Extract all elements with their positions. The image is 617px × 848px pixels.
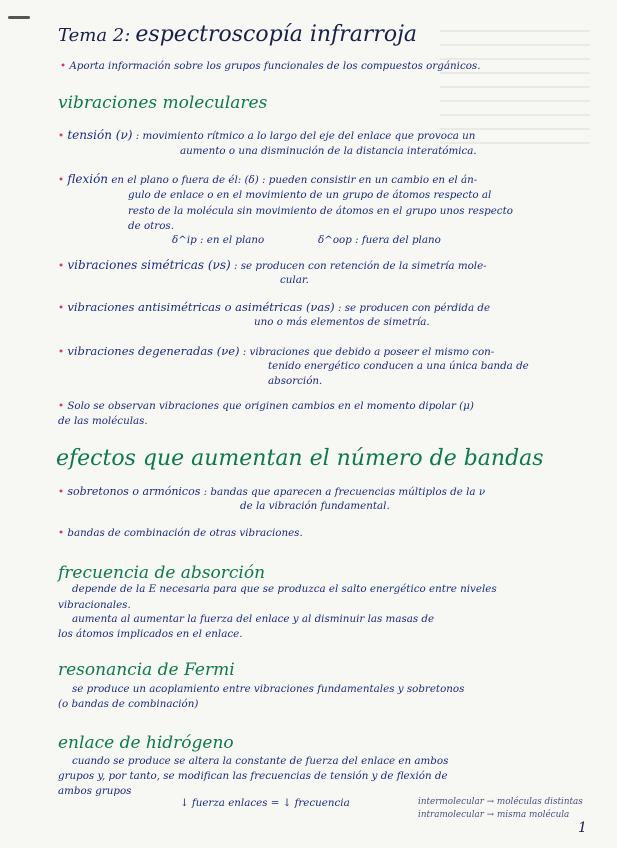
flexion-line1: • flexión en el plano o fuera de él: (δ) : pueden consistir en un cambio en el án- bbox=[58, 172, 478, 186]
fermi-line2: (o bandas de combinación) bbox=[58, 698, 199, 710]
flexion-line3: resto de la molécula sin movimiento de átomos en el grupo unos respecto bbox=[128, 205, 513, 217]
hidrogeno-rule: ↓ fuerza enlaces = ↓ frecuencia bbox=[180, 797, 350, 809]
antisim-line1: • vibraciones antisimétricas o asimétricas (νas) : se producen con pérdida de bbox=[58, 300, 491, 314]
flexion-line4: de otros. bbox=[128, 220, 174, 232]
sobretonos-label: sobretonos o armónicos bbox=[67, 485, 201, 498]
hidrogeno-line1: cuando se produce se altera la constante de fuerza del enlace en ambos bbox=[72, 755, 449, 767]
heading-fermi: resonancia de Fermi bbox=[58, 660, 235, 680]
title-prefix: Tema 2: bbox=[58, 25, 131, 46]
flexion-label: flexión bbox=[67, 172, 109, 186]
heading-frecuencia: frecuencia de absorción bbox=[58, 563, 266, 583]
simetricas-label: vibraciones simétricas (νs) bbox=[67, 258, 231, 272]
degeneradas-label: vibraciones degeneradas (νe) bbox=[67, 344, 240, 358]
simetricas-line1: • vibraciones simétricas (νs) : se producen con retención de la simetría mole- bbox=[58, 258, 487, 272]
note-line1: • Solo se observan vibraciones que originen cambios en el momento dipolar (μ) bbox=[58, 400, 474, 412]
bullet-dot: • bbox=[60, 60, 67, 72]
freq-line2: vibracionales. bbox=[58, 599, 131, 611]
intro-line bbox=[60, 60, 480, 72]
freq-line1: depende de la E necesaria para que se produzca el salto energético entre niveles bbox=[72, 583, 497, 595]
page-title bbox=[58, 22, 417, 47]
sobretonos-line2: de la vibración fundamental. bbox=[240, 500, 390, 512]
title-main-text: espectroscopía infrarroja bbox=[135, 22, 418, 47]
combinacion-text: bandas de combinación de otras vibraciones. bbox=[67, 527, 303, 539]
simetricas-line2: cular. bbox=[280, 274, 309, 286]
tension-text1: : movimiento rítmico a lo largo del eje del enlace que provoca un bbox=[135, 130, 476, 142]
freq-line4: los átomos implicados en el enlace. bbox=[58, 628, 243, 640]
punch-hole-mark bbox=[8, 16, 30, 19]
antisim-line2: uno o más elementos de simetría. bbox=[254, 316, 430, 328]
hidrogeno-inter: intermolecular → moléculas distintas bbox=[418, 797, 583, 807]
flexion-text1: en el plano o fuera de él: (δ) : pueden consistir en un cambio en el án- bbox=[111, 174, 478, 186]
antisim-text1: : se producen con pérdida de bbox=[337, 302, 491, 314]
heading-efectos: efectos que aumentan el número de bandas bbox=[56, 446, 544, 471]
intro-text: Aporta información sobre los grupos funcionales de los compuestos orgánicos. bbox=[69, 60, 481, 72]
sobretonos-text1: : bandas que aparecen a frecuencias múltiplos de la ν bbox=[203, 486, 486, 498]
tension-label: tensión (ν) bbox=[67, 128, 133, 142]
freq-line3: aumenta al aumentar la fuerza del enlace y al disminuir las masas de bbox=[72, 613, 435, 625]
degeneradas-line2: tenido energético conducen a una única banda de bbox=[268, 360, 529, 372]
page-number: 1 bbox=[578, 820, 587, 836]
flexion-sub2: δ^oop : fuera del plano bbox=[318, 234, 441, 246]
antisim-label: vibraciones antisimétricas o asimétricas (νas) bbox=[67, 300, 335, 314]
tension-line1: • tensión (ν) : movimiento rítmico a lo largo del eje del enlace que provoca un bbox=[58, 128, 476, 142]
hidrogeno-line3: ambos grupos bbox=[58, 785, 132, 797]
heading-vibraciones: vibraciones moleculares bbox=[58, 93, 268, 113]
note-line2: de las moléculas. bbox=[58, 415, 148, 427]
degeneradas-text1: : vibraciones que debido a poseer el mismo con- bbox=[242, 346, 495, 358]
flexion-sub1: δ^ip : en el plano bbox=[172, 234, 265, 246]
flexion-line2: gulo de enlace o en el movimiento de un grupo de átomos respecto al bbox=[128, 189, 492, 201]
degeneradas-line3: absorción. bbox=[268, 375, 323, 387]
hidrogeno-line2: grupos y, por tanto, se modifican las frecuencias de tensión y de flexión de bbox=[58, 770, 448, 782]
fermi-line1: se produce un acoplamiento entre vibraciones fundamentales y sobretonos bbox=[72, 683, 465, 695]
tension-line2: aumento o una disminución de la distancia interatómica. bbox=[180, 145, 477, 157]
degeneradas-line1: • vibraciones degeneradas (νe) : vibraciones que debido a poseer el mismo con- bbox=[58, 344, 495, 358]
simetricas-text1: : se producen con retención de la simetría mole- bbox=[233, 260, 487, 272]
heading-hidrogeno: enlace de hidrógeno bbox=[58, 733, 234, 753]
note-text1: Solo se observan vibraciones que originen cambios en el momento dipolar (μ) bbox=[67, 400, 474, 412]
sobretonos-line1: • sobretonos o armónicos : bandas que aparecen a frecuencias múltiplos de la ν bbox=[58, 485, 486, 498]
combinacion-line: • bandas de combinación de otras vibraciones. bbox=[58, 527, 303, 539]
hidrogeno-intra: intramolecular → misma molécula bbox=[418, 810, 570, 820]
